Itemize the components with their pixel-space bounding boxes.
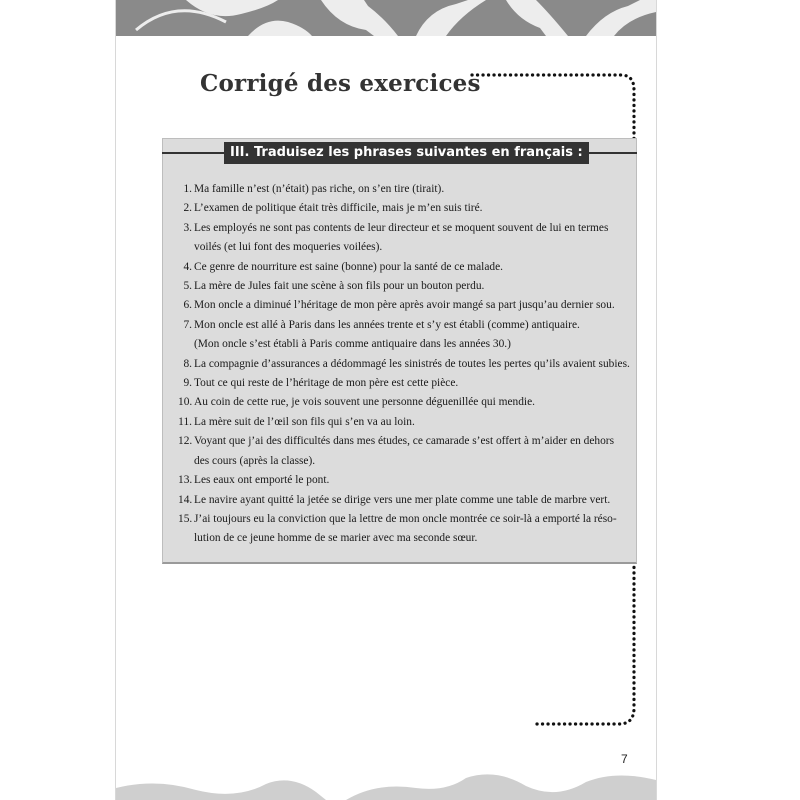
page-title: Corrigé des exercices bbox=[200, 70, 481, 98]
footer-decoration bbox=[116, 770, 656, 800]
item-text-line: (Mon oncle s’est établi à Paris comme antiquaire dans les années 30.) bbox=[194, 338, 511, 351]
item-text-line: L’examen de politique était très difficile, mais je m’en suis tiré. bbox=[194, 202, 483, 215]
heading-rule-left bbox=[162, 152, 224, 154]
item-text-line: La compagnie d’assurances a dédommagé les sinistrés de toutes les pertes qu’ils avaient subies. bbox=[194, 357, 630, 370]
page-edge-left bbox=[115, 0, 116, 800]
list-item bbox=[178, 413, 628, 432]
book-page bbox=[116, 0, 656, 800]
item-number: 15. bbox=[178, 512, 193, 525]
item-text-line: J’ai toujours eu la conviction que la lettre de mon oncle montrée ce soir-là a emporté la réso- bbox=[194, 512, 617, 525]
item-number: 6. bbox=[183, 299, 192, 312]
item-number: 9. bbox=[183, 377, 192, 390]
list-item bbox=[178, 393, 628, 412]
item-number: 3. bbox=[183, 221, 192, 234]
item-text-line: Au coin de cette rue, je vois souvent une personne déguenillée qui mendie. bbox=[194, 396, 535, 409]
list-item bbox=[178, 355, 628, 374]
item-text-line: Ma famille n’est (n’était) pas riche, on s’en tire (tirait). bbox=[194, 183, 445, 195]
item-number: 10. bbox=[178, 396, 193, 409]
list-item bbox=[178, 316, 628, 355]
list-item bbox=[178, 432, 628, 471]
item-text-line: Tout ce qui reste de l’héritage de mon père est cette pièce. bbox=[194, 377, 459, 390]
item-text-line: Voyant que j’ai des difficultés dans mes études, ce camarade s’est offert à m’aider en dehors bbox=[194, 435, 615, 448]
list-item bbox=[178, 374, 628, 393]
item-number: 1. bbox=[183, 183, 192, 195]
item-number: 2. bbox=[183, 202, 192, 215]
item-number: 14. bbox=[178, 493, 193, 506]
item-text-line: Mon oncle a diminué l’héritage de mon père après avoir mangé sa part jusqu’au dernier sou. bbox=[194, 299, 615, 312]
list-item bbox=[178, 180, 628, 199]
item-number: 13. bbox=[178, 474, 193, 487]
item-text-line: La mère suit de l’œil son fils qui s’en va au loin. bbox=[194, 415, 415, 428]
list-item bbox=[178, 277, 628, 296]
item-text-line: La mère de Jules fait une scène à son fils pour un bouton perdu. bbox=[194, 280, 485, 293]
item-text-line: des cours (après la classe). bbox=[194, 454, 316, 467]
item-text-line: lution de ce jeune homme de se marier avec ma seconde sœur. bbox=[194, 532, 478, 545]
item-number: 5. bbox=[183, 280, 192, 293]
item-text-line: Le navire ayant quitté la jetée se dirige vers une mer plate comme une table de marbre vert. bbox=[194, 493, 611, 506]
item-text-line: Les eaux ont emporté le pont. bbox=[194, 474, 330, 487]
list-item bbox=[178, 510, 628, 549]
item-number: 4. bbox=[183, 260, 192, 273]
page-edge-right bbox=[656, 0, 657, 800]
list-item bbox=[178, 471, 628, 490]
item-number: 8. bbox=[183, 357, 192, 370]
item-text-line: Mon oncle est allé à Paris dans les années trente et s’y est établi (comme) antiquaire. bbox=[194, 318, 580, 331]
item-number: 11. bbox=[178, 415, 192, 428]
list-item bbox=[178, 296, 628, 315]
item-text-line: voilés (et lui font des moqueries voilées). bbox=[194, 241, 383, 254]
list-item bbox=[178, 491, 628, 510]
item-text-line: Ce genre de nourriture est saine (bonne) pour la santé de ce malade. bbox=[194, 260, 503, 273]
item-number: 7. bbox=[183, 318, 192, 331]
exercise-heading: III. Traduisez les phrases suivantes en français : bbox=[224, 142, 589, 164]
list-item bbox=[178, 199, 628, 218]
page-number: 7 bbox=[621, 752, 628, 766]
list-item bbox=[178, 258, 628, 277]
item-text-line: Les employés ne sont pas contents de leur directeur et se moquent souvent de lui en termes bbox=[194, 221, 609, 234]
item-number: 12. bbox=[178, 435, 193, 448]
sentence-list bbox=[178, 180, 628, 549]
list-item bbox=[178, 219, 628, 258]
